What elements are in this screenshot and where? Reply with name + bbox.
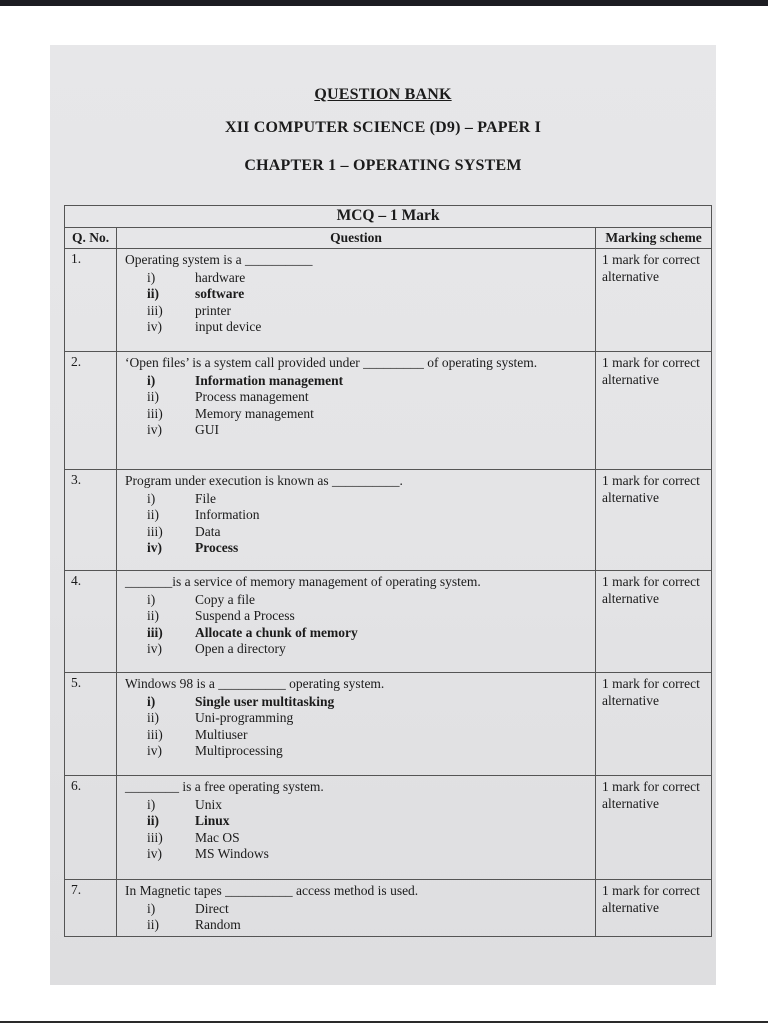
question-text: Program under execution is known as __________. (125, 473, 403, 488)
option-number: i) (147, 490, 156, 506)
option-text: Multiprocessing (195, 743, 283, 758)
option-number: iv) (147, 422, 162, 437)
option-number: iii) (147, 829, 163, 845)
option (147, 917, 589, 934)
option-number: iii) (147, 726, 163, 742)
option (147, 592, 589, 609)
question-number: 5. (65, 673, 117, 776)
option (147, 270, 589, 287)
correct-option (147, 813, 589, 830)
option (147, 389, 589, 406)
subject-heading: XII COMPUTER SCIENCE (D9) – PAPER I (224, 119, 542, 136)
option-number: ii) (147, 813, 159, 828)
option-text: hardware (195, 269, 246, 285)
option-number: i) (147, 372, 156, 388)
option-number: i) (147, 269, 156, 285)
column-header-qno: Q. No. (65, 227, 117, 249)
table-row (65, 352, 712, 470)
option-text: printer (195, 302, 231, 318)
option-number: i) (147, 591, 156, 607)
option-text: Information management (195, 372, 344, 388)
question-cell (117, 571, 596, 673)
marking-scheme: 1 mark for correct alternative (596, 571, 712, 673)
marking-scheme: 1 mark for correct alternative (596, 249, 712, 352)
option-text: Copy a file (195, 591, 255, 607)
marking-scheme: 1 mark for correct alternative (596, 470, 712, 571)
option-number: iv) (147, 540, 162, 555)
option-text: Open a directory (195, 641, 286, 656)
bottom-border (0, 1021, 768, 1023)
option (147, 901, 589, 918)
option-text: Data (195, 523, 221, 539)
question-text: Operating system is a __________ (125, 252, 313, 267)
option-text: Direct (195, 900, 229, 916)
question-text: In Magnetic tapes __________ access method is used. (125, 883, 419, 898)
correct-option (147, 694, 589, 711)
option-text: Linux (195, 813, 230, 828)
correct-option (147, 540, 589, 557)
document-title: QUESTION BANK (314, 86, 452, 103)
table-row (65, 571, 712, 673)
option-number: iv) (147, 319, 162, 334)
option-number: ii) (147, 608, 159, 623)
option-text: File (195, 490, 217, 506)
question-number: 2. (65, 352, 117, 470)
option-number: ii) (147, 710, 159, 725)
option-number: iii) (147, 624, 163, 640)
option-number: iv) (147, 641, 162, 656)
question-number: 6. (65, 776, 117, 880)
question-number: 7. (65, 880, 117, 937)
option-text: MS Windows (195, 846, 269, 861)
table-row (65, 776, 712, 880)
option (147, 710, 589, 727)
option (147, 608, 589, 625)
question-text: Windows 98 is a __________ operating system. (125, 676, 385, 691)
marking-scheme: 1 mark for correct alternative (596, 673, 712, 776)
column-header-question: Question (117, 227, 596, 249)
question-cell (117, 470, 596, 571)
option-text: software (195, 286, 245, 301)
top-border (0, 0, 768, 6)
option (147, 491, 589, 508)
option-number: ii) (147, 389, 159, 404)
question-number: 4. (65, 571, 117, 673)
question-number: 3. (65, 470, 117, 571)
question-cell (117, 673, 596, 776)
option (147, 797, 589, 814)
correct-option (147, 625, 589, 642)
chapter-heading: CHAPTER 1 – OPERATING SYSTEM (244, 157, 522, 174)
option-text: Process management (195, 389, 309, 404)
question-number: 1. (65, 249, 117, 352)
option-text: GUI (195, 422, 219, 437)
option-number: ii) (147, 507, 159, 522)
option (147, 641, 589, 658)
option (147, 846, 589, 863)
option-text: input device (195, 319, 262, 334)
option-number: iii) (147, 405, 163, 421)
question-cell (117, 352, 596, 470)
table-row (65, 880, 712, 937)
document-page (50, 45, 716, 985)
question-cell (117, 880, 596, 937)
column-header-marking: Marking scheme (596, 227, 712, 249)
option (147, 507, 589, 524)
correct-option (147, 373, 589, 390)
option-text: Allocate a chunk of memory (195, 624, 358, 640)
option-text: Unix (195, 796, 222, 812)
table-row (65, 673, 712, 776)
option (147, 743, 589, 760)
question-text: ‘Open files’ is a system call provided under _________ of operating system. (125, 355, 538, 370)
option-number: iv) (147, 846, 162, 861)
option-number: iii) (147, 523, 163, 539)
option-number: ii) (147, 286, 159, 301)
question-text: ________ is a free operating system. (125, 779, 324, 794)
table-row (65, 249, 712, 352)
option-number: i) (147, 900, 156, 916)
correct-option (147, 286, 589, 303)
option (147, 524, 589, 541)
option-number: ii) (147, 917, 159, 932)
option (147, 406, 589, 423)
option-text: Memory management (195, 405, 314, 421)
table-caption: MCQ – 1 Mark (65, 206, 712, 228)
option-text: Process (195, 540, 239, 555)
mcq-table (64, 205, 712, 937)
option-number: iii) (147, 302, 163, 318)
option-text: Information (195, 507, 260, 522)
option-text: Single user multitasking (195, 693, 335, 709)
marking-scheme: 1 mark for correct alternative (596, 776, 712, 880)
option-text: Multiuser (195, 726, 248, 742)
option-text: Random (195, 917, 241, 932)
marking-scheme: 1 mark for correct alternative (596, 352, 712, 470)
option-text: Mac OS (195, 829, 240, 845)
option-text: Uni-programming (195, 710, 294, 725)
option (147, 830, 589, 847)
option-text: Suspend a Process (195, 608, 295, 623)
table-row (65, 470, 712, 571)
option (147, 422, 589, 439)
option-number: i) (147, 693, 156, 709)
option (147, 303, 589, 320)
question-cell (117, 776, 596, 880)
option (147, 319, 589, 336)
option-number: i) (147, 796, 156, 812)
question-text: _______is a service of memory management of operating system. (125, 574, 481, 589)
question-cell (117, 249, 596, 352)
option-number: iv) (147, 743, 162, 758)
marking-scheme: 1 mark for correct alternative (596, 880, 712, 937)
option (147, 727, 589, 744)
